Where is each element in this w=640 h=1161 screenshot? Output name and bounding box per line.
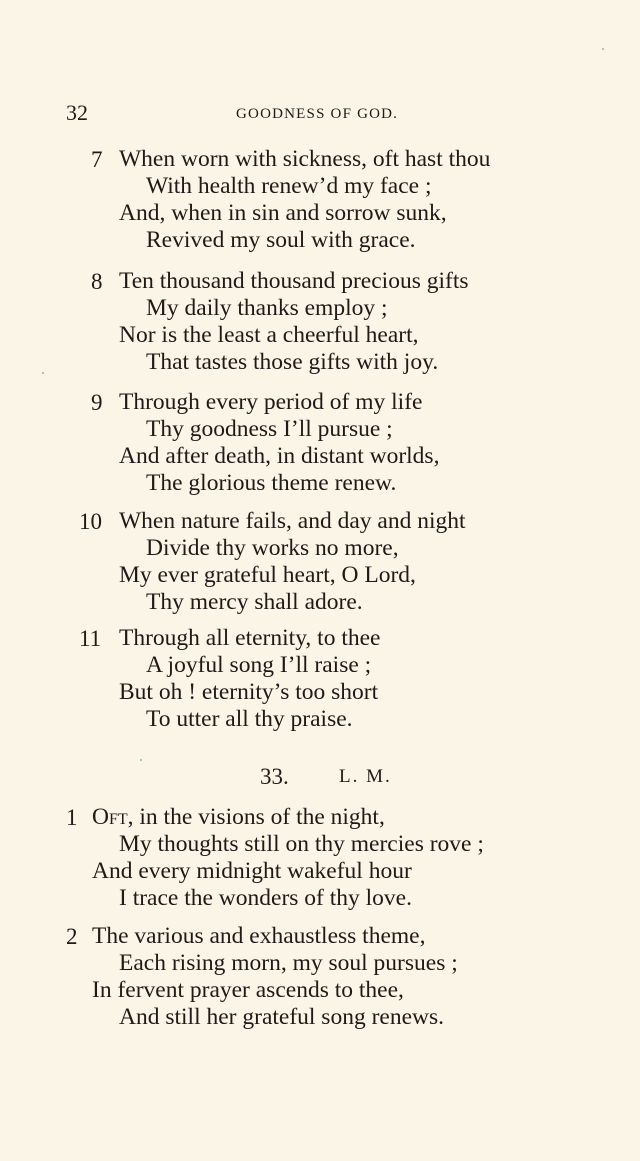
verse-line: My thoughts still on thy mercies rove ; [119, 831, 484, 857]
stanza-number: 2 [66, 924, 78, 949]
stanza-number: 9 [91, 390, 103, 415]
paper-speck [602, 48, 604, 50]
hymn-number: 33. [260, 764, 289, 789]
running-header: GOODNESS OF GOD. [236, 106, 399, 122]
verse-line: In fervent prayer ascends to thee, [92, 977, 404, 1003]
verse-line: To utter all thy praise. [146, 706, 353, 732]
verse-line: But oh ! eternity’s too short [119, 679, 379, 705]
verse-line: Revived my soul with grace. [146, 227, 416, 253]
page-number: 32 [66, 100, 88, 125]
verse-line: Nor is the least a cheerful heart, [119, 322, 419, 348]
verse-line: And, when in sin and sorrow sunk, [119, 200, 447, 226]
paper-speck [42, 372, 44, 374]
verse-line: The various and exhaustless theme, [92, 923, 426, 949]
first-word: Oft [92, 804, 128, 830]
paper-speck [140, 759, 142, 761]
verse-line: Through every period of my life [119, 389, 423, 415]
verse-line: The glorious theme renew. [146, 470, 397, 496]
verse-line [92, 804, 385, 831]
verse-line: My ever grateful heart, O Lord, [119, 562, 416, 588]
verse-line: And still her grateful song renews. [119, 1004, 445, 1030]
verse-line: Thy goodness I’ll pursue ; [146, 416, 393, 442]
verse-line: Each rising morn, my soul pursues ; [119, 950, 458, 976]
hymn-meter: L. M. [339, 766, 392, 787]
verse-line: Through all eternity, to thee [119, 625, 381, 651]
verse-line: When nature fails, and day and night [119, 508, 466, 534]
stanza-number: 11 [79, 626, 102, 651]
verse-line: Ten thousand thousand precious gifts [119, 268, 469, 294]
verse-line: Divide thy works no more, [146, 535, 399, 561]
stanza-number: 7 [91, 147, 103, 172]
verse-line: A joyful song I’ll raise ; [146, 652, 372, 678]
verse-line: With health renew’d my face ; [146, 173, 432, 199]
verse-line-rest: , in the visions of the night, [127, 804, 385, 830]
stanza-number: 8 [91, 269, 103, 294]
verse-line: And after death, in distant worlds, [119, 443, 440, 469]
verse-line: And every midnight wakeful hour [92, 858, 412, 884]
verse-line: Thy mercy shall adore. [146, 589, 363, 615]
stanza-number: 10 [79, 509, 102, 534]
stanza-number: 1 [66, 805, 78, 830]
verse-line: That tastes those gifts with joy. [146, 349, 439, 375]
verse-line: I trace the wonders of thy love. [119, 885, 412, 911]
verse-line: When worn with sickness, oft hast thou [119, 146, 491, 172]
verse-line: My daily thanks employ ; [146, 295, 388, 321]
